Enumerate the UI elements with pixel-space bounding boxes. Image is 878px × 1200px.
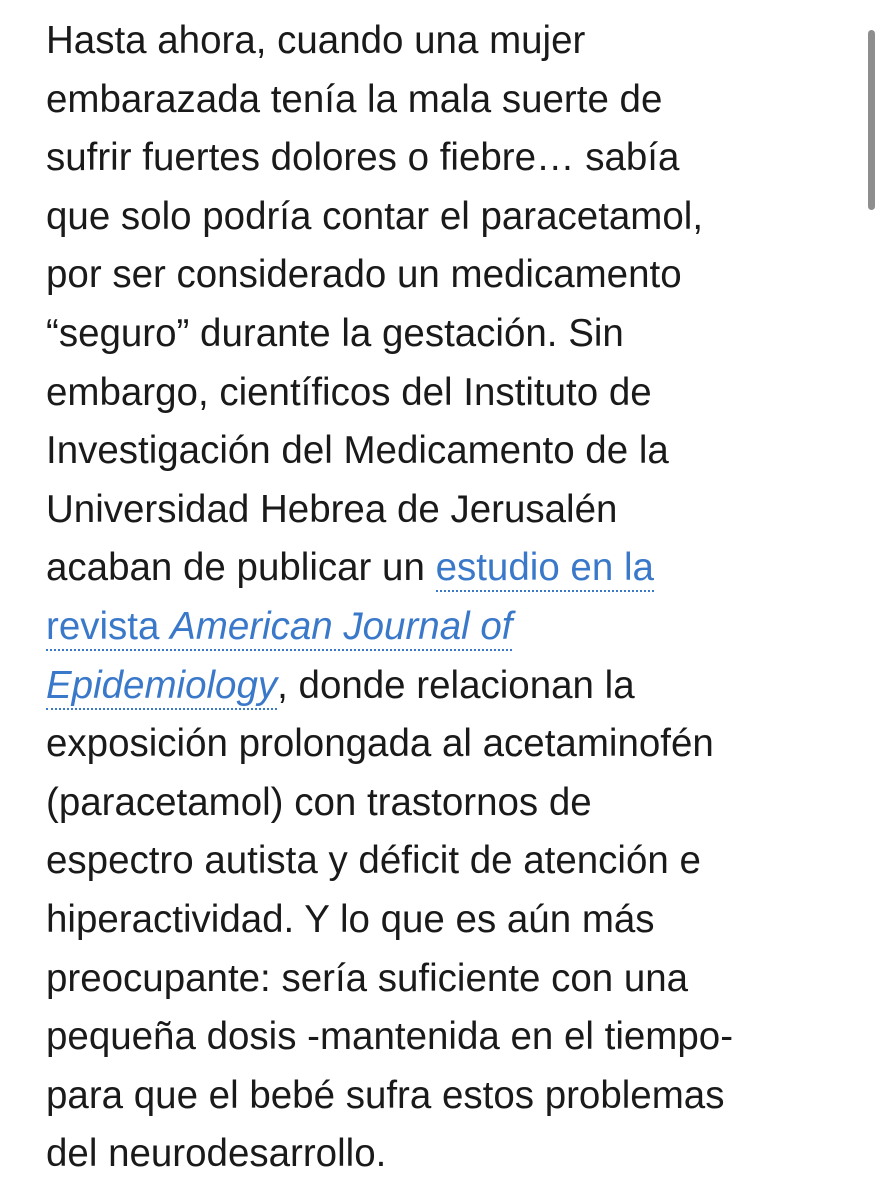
- vertical-scrollbar[interactable]: [866, 30, 878, 210]
- journal-name-end: Epidemiology: [46, 663, 278, 707]
- text-line: espectro autista y déficit de atención e: [46, 839, 701, 883]
- text-line: que solo podría contar el paracetamol,: [46, 194, 704, 238]
- text-fragment: , donde relacionan la: [277, 663, 635, 707]
- text-line-with-link: [46, 657, 836, 716]
- journal-name: American Journal of: [170, 604, 513, 648]
- text-line-with-link: [46, 539, 836, 598]
- text-line: pequeña dosis -mantenida en el tiempo-: [46, 1015, 734, 1059]
- article-body: [46, 12, 836, 1184]
- study-link-end[interactable]: [46, 664, 277, 710]
- scrollbar-thumb[interactable]: [868, 30, 875, 210]
- text-line: hiperactividad. Y lo que es aún más: [46, 897, 655, 941]
- text-line: Hasta ahora, cuando una mujer: [46, 19, 586, 62]
- text-line: Universidad Hebrea de Jerusalén: [46, 487, 618, 531]
- text-line: sufrir fuertes dolores o fiebre… sabía: [46, 136, 680, 180]
- text-line: por ser considerado un medicamento: [46, 253, 682, 297]
- text-line-with-link: [46, 598, 836, 657]
- text-line: exposición prolongada al acetaminofén: [46, 722, 714, 766]
- text-line: Investigación del Medicamento de la: [46, 429, 669, 473]
- text-line: “seguro” durante la gestación. Sin: [46, 311, 624, 355]
- study-link-continued[interactable]: [46, 605, 512, 651]
- text-line: preocupante: sería suficiente con una: [46, 956, 689, 1000]
- text-line: embargo, científicos del Instituto de: [46, 370, 652, 414]
- text-line: para que el bebé sufra estos problemas: [46, 1073, 725, 1117]
- text-line: del neurodesarrollo.: [46, 1132, 387, 1176]
- text-line: (paracetamol) con trastornos de: [46, 780, 592, 824]
- text-line: embarazada tenía la mala suerte de: [46, 77, 663, 121]
- study-link[interactable]: estudio en la: [436, 546, 654, 592]
- link-text: revista: [46, 604, 171, 648]
- text-fragment: acaban de publicar un: [46, 546, 436, 590]
